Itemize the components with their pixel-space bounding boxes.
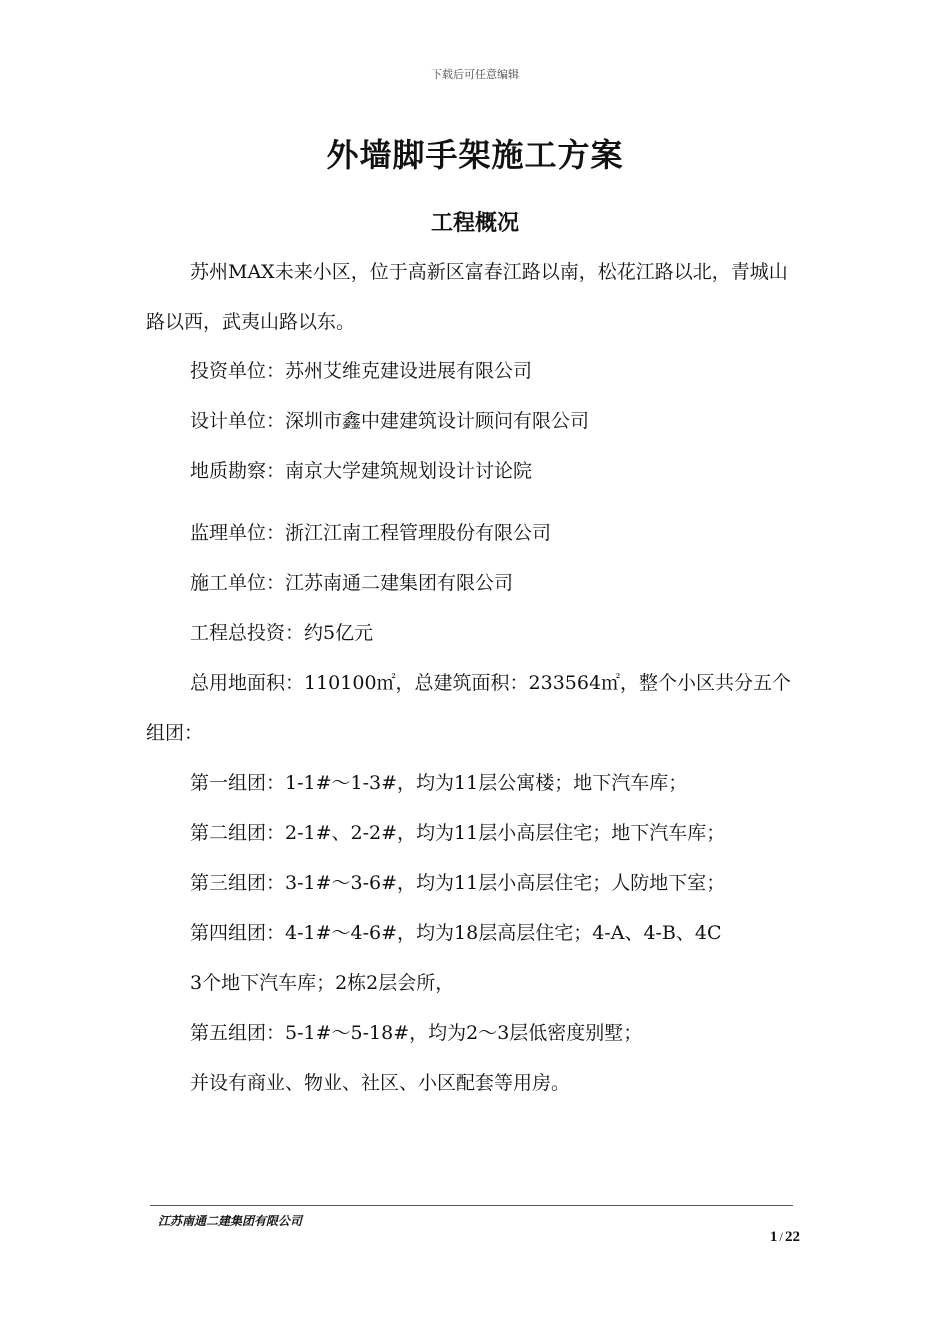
paragraph-supervisor: 监理单位：浙江江南工程管理股份有限公司 — [190, 522, 552, 544]
header-note: 下载后可任意编辑 — [431, 68, 519, 81]
footer-company: 江苏南通二建集团有限公司 — [158, 1214, 303, 1228]
paragraph-survey: 地质勘察：南京大学建筑规划设计讨论院 — [190, 460, 533, 482]
page-total: 22 — [785, 1229, 800, 1245]
paragraph-location: 苏州MAX未来小区，位于高新区富春江路以南，松花江路以北，青城山路以西，武夷山路以东。 — [146, 261, 788, 333]
paragraph-group-5: 第五组团：5-1#～5-18#，均为2～3层低密度别墅； — [190, 1022, 643, 1044]
paragraph-group-3: 第三组团：3-1#～3-6#，均为11层小高层住宅；人防地下室； — [190, 872, 726, 894]
page-separator: / — [779, 1229, 783, 1244]
paragraph-facilities: 并设有商业、物业、社区、小区配套等用房。 — [190, 1072, 571, 1094]
section-heading: 工程概况 — [430, 211, 519, 236]
paragraph-investment: 工程总投资：约5亿元 — [190, 622, 374, 644]
footer-divider — [150, 1205, 793, 1206]
paragraph-group-4-continued: 3个地下汽车库；2栋2层会所， — [190, 972, 455, 994]
paragraph-investor: 投资单位：苏州艾维克建设进展有限公司 — [190, 360, 533, 382]
paragraph-contractor: 施工单位：江苏南通二建集团有限公司 — [190, 572, 514, 594]
paragraph-group-1: 第一组团：1-1#～1-3#，均为11层公寓楼；地下汽车库； — [190, 772, 688, 794]
page-number — [720, 1229, 800, 1246]
paragraph-group-4: 第四组团：4-1#～4-6#，均为18层高层住宅；4-A、4-B、4C — [190, 922, 722, 944]
document-title: 外墙脚手架施工方案 — [326, 136, 624, 174]
paragraph-area: 总用地面积：110100㎡，总建筑面积：233564㎡，整个小区共分五个组团： — [146, 672, 792, 744]
page-current: 1 — [769, 1229, 778, 1245]
paragraph-designer: 设计单位：深圳市鑫中建建筑设计顾问有限公司 — [190, 410, 590, 432]
paragraph-group-2: 第二组团：2-1#、2-2#，均为11层小高层住宅；地下汽车库； — [190, 822, 726, 844]
